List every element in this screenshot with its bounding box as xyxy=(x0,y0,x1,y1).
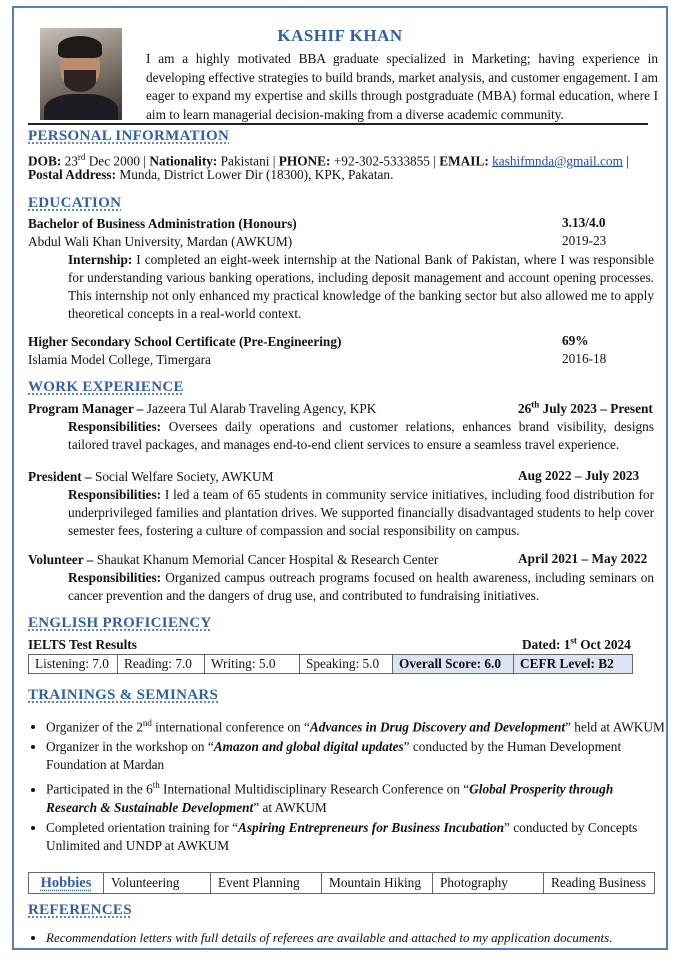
dob-day: 23 xyxy=(64,153,78,169)
work-1-title: Program Manager – Jazeera Tul Alarab Traveling Agency, KPK xyxy=(28,401,377,416)
cefr-level: CEFR Level: B2 xyxy=(514,655,633,674)
work-3-responsibilities: Responsibilities: Organized campus outreach programs focused on health awareness, including seminars on cancer prevention and the dangers of drug use, and contributed to fundraising initiatives. xyxy=(68,570,654,603)
resume-page xyxy=(12,6,668,950)
score-listening: Listening: 7.0 xyxy=(29,655,118,674)
edu-2-institution: Islamia Model College, Timergara xyxy=(28,352,211,367)
section-title-personal: PERSONAL INFORMATION xyxy=(28,128,230,144)
hobbies-table xyxy=(28,872,655,894)
work-1-date: 26th July 2023 – Present xyxy=(518,400,653,417)
email-label: EMAIL: xyxy=(439,153,489,169)
personal-line-2 xyxy=(28,166,393,184)
score-reading: Reading: 7.0 xyxy=(118,655,205,674)
hobby-item: Reading Business xyxy=(544,873,655,894)
phone-value: +92-302-5333855 xyxy=(333,153,430,169)
dob-label: DOB: xyxy=(28,153,62,169)
work-1-responsibilities: Responsibilities: Oversees daily operations and customer relations, enhances brand visibility, designs tailored travel packages, and manages end-to-end client services to ensure a seamless travel experience. xyxy=(68,419,654,452)
personal-line-1: DOB: 23rd Dec 2000 | Nationality: Pakistani | PHONE: +92-302-5333855 | EMAIL: kashifmnda@gmail.com | xyxy=(28,152,629,169)
edu-2-grade: 69% xyxy=(562,333,589,348)
section-title-english: ENGLISH PROFICIENCY xyxy=(28,615,212,631)
section-title-work: WORK EXPERIENCE xyxy=(28,379,184,395)
edu-1-internship: Internship: I completed an eight-week internship at the National Bank of Pakistan, where I was responsible for understanding various banking operations, including deposit management and account opening processes. This internship not only enhanced my practical knowledge of the banking sector but also allowed me to apply theoretical concepts in a real-world context. xyxy=(68,252,654,321)
score-writing: Writing: 5.0 xyxy=(205,655,300,674)
work-2-responsibilities: Responsibilities: I led a team of 65 students in community service initiatives, including food distribution for underprivileged families and plantation drives. We supported financially disadvantaged students to help cover semester fees, fostering a culture of compassion and social responsibility on campus. xyxy=(68,487,654,538)
list-item: • Participated in the 6th International Multidisciplinary Research Conference on “Global Prosperity through Research & Sustainable Development” at AWKUM xyxy=(46,776,666,816)
profile-summary: I am a highly motivated BBA graduate specialized in Marketing; having experience in developing effective strategies to build brands, market analysis, and customer engagement. I am eager to expand my expertise and skills through postgraduate (MBA) formal education, where I aim to learn managerial decision-making from a diverse academic community. xyxy=(146,51,658,122)
work-2-date: Aug 2022 – July 2023 xyxy=(518,468,640,483)
address-value: Munda, District Lower Dir (18300), KPK, Pakatan. xyxy=(119,167,394,182)
dob-value: Dec 2000 xyxy=(88,153,141,169)
list-item: • Organizer of the 2nd international conference on “Advances in Drug Discovery and Development” held at AWKUM xyxy=(46,714,666,736)
work-3-title: Volunteer – Shaukat Khanum Memorial Cancer Hospital & Research Center xyxy=(28,552,439,567)
edu-1-grade: 3.13/4.0 xyxy=(562,215,606,230)
edu-1-degree: Bachelor of Business Administration (Honours) xyxy=(28,216,297,231)
score-overall: Overall Score: 6.0 xyxy=(393,655,514,674)
hobbies-title: Hobbies xyxy=(29,873,104,894)
score-speaking: Speaking: 5.0 xyxy=(300,655,393,674)
email-link[interactable]: kashifmnda@gmail.com xyxy=(492,153,623,169)
list-item: • Recommendation letters with full details of referees are available and attached to my application documents. xyxy=(46,930,612,946)
section-title-references: REFERENCES xyxy=(28,902,132,918)
section-title-trainings: TRAININGS & SEMINARS xyxy=(28,687,219,703)
hobby-item: Mountain Hiking xyxy=(322,873,433,894)
hobby-item: Volunteering xyxy=(104,873,211,894)
trainings-list xyxy=(28,714,666,857)
list-item: • Completed orientation training for “Aspiring Entrepreneurs for Business Incubation” conducted by Concepts Unlimited and UNDP at AWKUM xyxy=(46,819,666,855)
phone-label: PHONE: xyxy=(278,153,331,169)
edu-1-years: 2019-23 xyxy=(562,233,607,248)
address-label: Postal Address: xyxy=(28,167,117,182)
references-list xyxy=(28,930,612,946)
header-divider xyxy=(28,123,648,125)
section-title-education: EDUCATION xyxy=(28,195,122,211)
work-3-date: April 2021 – May 2022 xyxy=(518,551,648,566)
edu-1-institution: Abdul Wali Khan University, Mardan (AWKUM) xyxy=(28,234,293,249)
edu-2-degree: Higher Secondary School Certificate (Pre-Engineering) xyxy=(28,334,342,349)
ielts-heading: IELTS Test Results xyxy=(28,637,137,652)
hobby-item: Event Planning xyxy=(211,873,322,894)
nationality-value: Pakistani xyxy=(220,153,270,169)
nationality-label: Nationality: xyxy=(149,153,218,169)
ielts-scores-table xyxy=(28,654,633,674)
ielts-date: Dated: 1st Oct 2024 xyxy=(522,636,631,653)
work-2-title: President – Social Welfare Society, AWKUM xyxy=(28,469,274,484)
candidate-name: KASHIF KHAN xyxy=(277,26,403,45)
list-item: • Organizer in the workshop on “Amazon and global digital updates” conducted by the Human Development Foundation at Mardan xyxy=(46,738,666,774)
hobby-item: Photography xyxy=(433,873,544,894)
edu-2-years: 2016-18 xyxy=(562,351,607,366)
